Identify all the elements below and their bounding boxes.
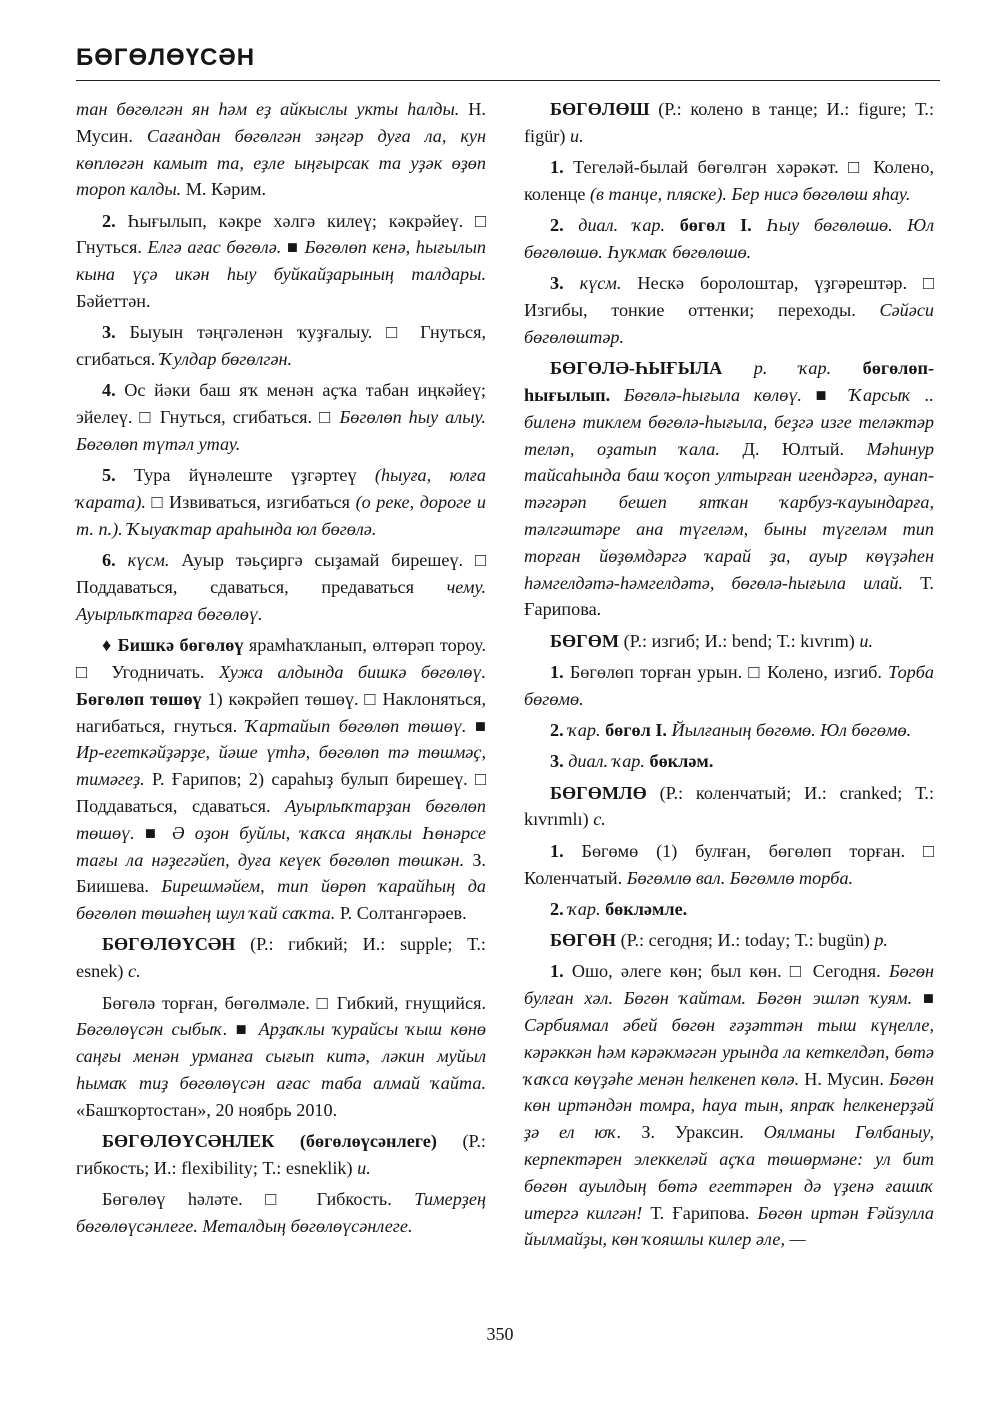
text-run: Сәйәси бөгөлөштәр.: [524, 300, 934, 347]
text-run: [831, 358, 862, 378]
paragraph: [76, 1128, 486, 1182]
text-run: Мәһинур тайсаһында баш ҡоҫоп ултырған игендәргә, аунап-тәгәрәп бешеп ятҡан ҡарбуз-ҡауындарға, тәлгәштәре ана түгеләм, быны түгеләм тип торған йөҙөмдәргә ҡарай ҙа, ауыр көүҙәһен һәмгелдәтә-һәмгелдәтә, бөгөлә-һығыла илай.: [524, 438, 934, 593]
text-run: Н. Мусин.: [799, 1068, 889, 1089]
text-run: 1.: [550, 840, 564, 861]
paragraph: [76, 462, 486, 542]
text-run: Һығылып, кәкре хәлгә килеү; кәкрәйеү. □ Гнуться.: [76, 210, 486, 258]
text-run: бөгөл I.: [679, 215, 752, 236]
text-run: 1) кәкрәйеп төшөү. □ Наклоняться, нагибаться, гнуться.: [76, 688, 486, 736]
text-run: «Башҡортостан», 20 ноябрь 2010.: [76, 1099, 338, 1120]
text-run: 3.: [550, 273, 564, 294]
text-run: Бөгөлә торған, бөгөлмәле. □ Гибкий, гнущийся.: [102, 992, 486, 1013]
text-run: 2.: [550, 215, 564, 236]
text-run: Р. Ғарипов; 2) сараһыҙ булып бирешеү. □ Поддаваться, сдаваться.: [76, 769, 486, 816]
paragraph: [524, 355, 934, 623]
text-run: и.: [357, 1157, 371, 1178]
text-run: Ир-егеткәйҙәрҙе, йәше үтһә, бөгөлөп тә төшмәҫ, тимәгеҙ.: [76, 742, 486, 790]
text-run: р. ҡар.: [753, 358, 832, 379]
paragraph: [524, 212, 934, 266]
paragraph: [524, 958, 934, 1253]
text-run: Бәйеттән.: [76, 291, 151, 312]
text-run: ■: [912, 988, 934, 1009]
text-run: Йылғаның бөгөмө. Юл бөгөмө.: [671, 720, 912, 741]
text-run: БӨГӨМ: [550, 630, 620, 651]
text-run: 6.: [102, 550, 116, 571]
paragraph: [524, 154, 934, 208]
text-run: Ауыр тәьҫиргә сыҙамай бирешеү. □ Поддаваться, сдаваться, предаваться: [76, 550, 487, 598]
text-run: 2.: [550, 898, 564, 919]
text-run: Бөгөн көн иртәндән томра, һауа тын, япраҡ һелкенерҙәй ҙә ел юҡ.: [524, 1068, 934, 1143]
text-run: Арҙаҡлы ҡурайсы ҡыш көнө саңғы менән урманға сығып китә, ләкин муйыл һымаҡ тиҙ бөгөлөүсән ағас таба алмай ҡайта.: [76, 1019, 486, 1093]
paragraph: [76, 990, 486, 1124]
text-run: күсм.: [579, 273, 622, 294]
text-run: [116, 550, 128, 570]
paragraph: [76, 547, 486, 627]
text-run: ҡар.: [568, 720, 601, 741]
text-run: Ҡулдар бөгөлгән.: [159, 349, 293, 370]
right-column: [524, 96, 934, 1258]
text-run: чему. Ауырлыҡтарға бөгөлөү.: [76, 577, 486, 624]
text-run: Ос йәки баш яҡ менән аҫҡа табан иңкәйеү; эйелеү. □ Гнуться, сгибаться. □: [76, 380, 486, 428]
page-number: 350: [486, 1324, 514, 1344]
paragraph: [524, 780, 934, 834]
text-run: 3.: [102, 322, 116, 343]
text-run: Оялманы Гөлбаныу, керпектәрен элеккеләй аҫҡа төшөрмәне: ул бит бөгөн ауылдың бөтә егеттәрен дә үҙенә ғашиҡ итергә килгән!: [524, 1122, 934, 1223]
text-run: [564, 215, 579, 235]
text-run: ♦: [102, 635, 118, 656]
text-run: ҡар.: [568, 898, 601, 919]
text-run: Ҡарсыҡ .. биленә тиклем бөгөлә-һығыла, беҙгә изге теләктәр теләп, оҙатып ҡала.: [524, 384, 934, 459]
text-run: Тимерҙең бөгөлөүсәнлеге. Металдың бөгөлөүсәнлеге.: [76, 1189, 486, 1236]
text-run: Хужа алдында бишкә бөгөлөү.: [218, 661, 486, 682]
text-run: Н. Мусин.: [76, 99, 486, 146]
text-run: Тура йүнәлеште үҙгәртеү: [115, 465, 375, 486]
paragraph: [76, 1186, 486, 1240]
text-run: Быуын тәңгәленән ҡуҙғалыу. □ Гнуться, сгибаться.: [76, 322, 486, 370]
text-run: ■: [281, 237, 305, 258]
text-run: и.: [859, 630, 874, 651]
text-run: Р. Солтангәрәев.: [335, 903, 467, 924]
paragraph: [524, 659, 934, 713]
text-run: күсм.: [127, 550, 170, 571]
text-run: (Р.: коленчатый; И.: cranked; Т.: kıvrımlı): [524, 782, 934, 830]
text-run: Ҡартайып бөгөлөп төшөү.: [245, 715, 467, 736]
text-run: с.: [128, 961, 141, 982]
text-run: Бөгөлөп төшөү: [76, 688, 202, 709]
text-run: 4.: [102, 380, 116, 401]
text-run: (Р.: колено в танце; И.: figure; Т.: figür): [524, 99, 934, 146]
text-run: Сәрбиямал әбей бөгөн ғәҙәттән тыш күңелле, кәрәккән һәм кәрәкмәгән урында ла кеткелдәп, бөтә ҡаҡса көүҙәһе менән һелкенеп көлә.: [524, 1015, 934, 1089]
header-rule: [76, 80, 940, 81]
text-run: БӨГӨМЛӨ: [550, 782, 647, 803]
text-run: ■: [801, 384, 850, 405]
text-run: 2.: [550, 720, 564, 741]
paragraph: [76, 632, 486, 927]
text-run: БӨГӨЛӨҮСӘНЛЕК (бөгөлөүсәнлеге): [102, 1130, 437, 1151]
running-header: БӨГӨЛӨҮСӘН: [76, 44, 256, 71]
text-run: диал. ҡар.: [568, 751, 645, 772]
paragraph: [524, 838, 934, 892]
text-run: З. Ураксин.: [621, 1122, 764, 1143]
text-run: [610, 385, 624, 405]
text-run: Т. Ғарипова.: [524, 572, 934, 620]
text-run: Сағандан бөгөлгән зәңгәр дуға ла, кун көплөгән камыт та, еҙле ыңғырсак та уҙәк өҙөп тороп калды.: [76, 125, 486, 200]
text-run: ■: [134, 822, 172, 843]
text-run: Бөгөн булған хәл. Бөгөн ҡайтам. Бөгөн эшләп ҡуям.: [524, 961, 934, 1009]
text-run: бөкләмле.: [605, 898, 688, 919]
text-run: [665, 215, 680, 235]
paragraph: [76, 208, 486, 315]
paragraph: [524, 717, 934, 744]
text-run: и.: [569, 125, 584, 146]
text-run: Бөгөлөүсән сыбыҡ.: [76, 1019, 228, 1040]
text-run: 3.: [550, 751, 564, 772]
paragraph: [76, 377, 486, 457]
text-run: Бөгөмлө вал. Бөгөмлө торба.: [626, 867, 854, 888]
paragraph: [524, 628, 934, 655]
text-run: БӨГӨЛӨҮСӘН: [102, 934, 236, 955]
text-run: Бөгөмө (1) булған, бөгөлөп торған. □ Коленчатый.: [524, 840, 934, 888]
text-run: З. Биишева.: [76, 849, 486, 897]
text-run: р.: [874, 930, 888, 951]
paragraph: [524, 896, 934, 923]
text-run: Бөгөн иртән Ғәйзулла йылмайҙы, көн ҡояшлы килер әле, —: [524, 1202, 935, 1250]
text-run: ярамһаҡланып, өлтөрәп тороу. □ Угодничать.: [76, 635, 486, 682]
text-run: (Р.: гибкость; И.: flexibility; Т.: esneklik): [76, 1130, 486, 1178]
text-run: диал. ҡар.: [578, 215, 666, 236]
text-run: М. Кәрим.: [181, 179, 267, 200]
text-run: □ Извиваться, изгибаться: [145, 492, 356, 513]
text-run: (Р.: гибкий; И.: supple; Т.: esnek): [76, 934, 486, 982]
text-run: Елгә ағас бөгөлә.: [147, 237, 282, 258]
text-run: Д. Юлтый.: [719, 438, 867, 459]
paragraph: [76, 319, 486, 373]
paragraph: [524, 748, 934, 775]
text-run: 2.: [102, 210, 116, 231]
text-run: (Р.: изгиб; И.: bend; Т.: kıvrım): [619, 630, 860, 651]
text-run: Бөгөлөп торған урын. □ Колено, изгиб.: [563, 661, 889, 682]
text-run: тан бөгөлгән ян һәм еҙ айкыслы укты һалды.: [76, 99, 460, 119]
text-run: Бөгөлә-һығыла көлөү.: [623, 384, 802, 405]
text-run: (һыуға, юлға ҡарата).: [76, 465, 486, 513]
text-run: [722, 358, 753, 378]
text-run: с.: [593, 809, 606, 830]
text-run: 1.: [550, 961, 564, 982]
text-run: Һыу бөгөлөшө. Юл бөгөлөшө. Һуҡмаҡ бөгөлөшө.: [524, 215, 935, 262]
text-run: ■: [227, 1019, 259, 1040]
text-run: (о реке, дороге и т. п.). Ҡыуаҡтар араһында юл бөгөлә.: [76, 492, 487, 539]
text-run: Бөгөлөү һәләте. □ Гибкость.: [102, 1189, 415, 1210]
text-run: 1.: [550, 661, 564, 682]
text-run: Т. Ғарипова.: [642, 1202, 758, 1223]
paragraph: [76, 96, 486, 203]
text-run: 5.: [102, 465, 116, 486]
text-run: (в танце, пляске). Бер нисә бөгөлөш яһау.: [590, 183, 911, 204]
text-run: [564, 273, 580, 293]
text-run: [752, 215, 767, 235]
text-run: БӨГӨН: [550, 930, 617, 951]
text-run: Бирешмәйем, тип йөрөп ҡарайһың да бөгөлөп төшәһең шул ҡай саҡта.: [76, 876, 486, 924]
left-column: [76, 96, 486, 1244]
text-run: Бишкә бөгөлөү: [117, 635, 244, 656]
text-run: БӨГӨЛӘ-ҺЫҒЫЛА: [550, 358, 723, 379]
text-run: бөгөл I.: [605, 720, 667, 741]
text-run: (Р.: сегодня; И.: today; Т.: bugün): [616, 930, 875, 951]
text-run: Ә оҙон буйлы, ҡаҡса яңаҡлы Һөнәрсе тағы ла нәҙегәйеп, дуға кеүек бөгөлөп төшкән.: [76, 822, 486, 870]
text-run: бөкләм.: [649, 751, 714, 772]
text-run: Нескә боролоштар, үҙгәрештәр. □ Изгибы, тонкие оттенки; переходы.: [524, 273, 935, 321]
text-run: бөгөлөп-һығылып.: [524, 358, 935, 405]
text-run: Тегеләй-былай бөгөлгән хәрәкәт. □ Колено, коленце: [524, 157, 934, 204]
text-run: Ошо, әлеге көн; был көн. □ Сегодня.: [563, 961, 889, 982]
text-run: ■: [466, 715, 486, 736]
paragraph: [524, 270, 934, 350]
text-run: Бөгөлөп һыу алыу. Бөгөлөп түтәл утау.: [76, 407, 486, 455]
text-run: Бөгөлөп кенә, һығылып кына үҫә икән һыу буйкайҙарының талдары.: [76, 237, 486, 285]
text-run: Торба бөгөмө.: [524, 661, 934, 709]
text-run: БӨГӨЛӨШ: [550, 99, 650, 119]
paragraph: [76, 931, 486, 985]
paragraph: [524, 96, 934, 150]
text-run: Ауырлыҡтарҙан бөгөлөп төшөү.: [76, 795, 486, 843]
paragraph: [524, 927, 934, 954]
text-run: 1.: [550, 157, 564, 178]
